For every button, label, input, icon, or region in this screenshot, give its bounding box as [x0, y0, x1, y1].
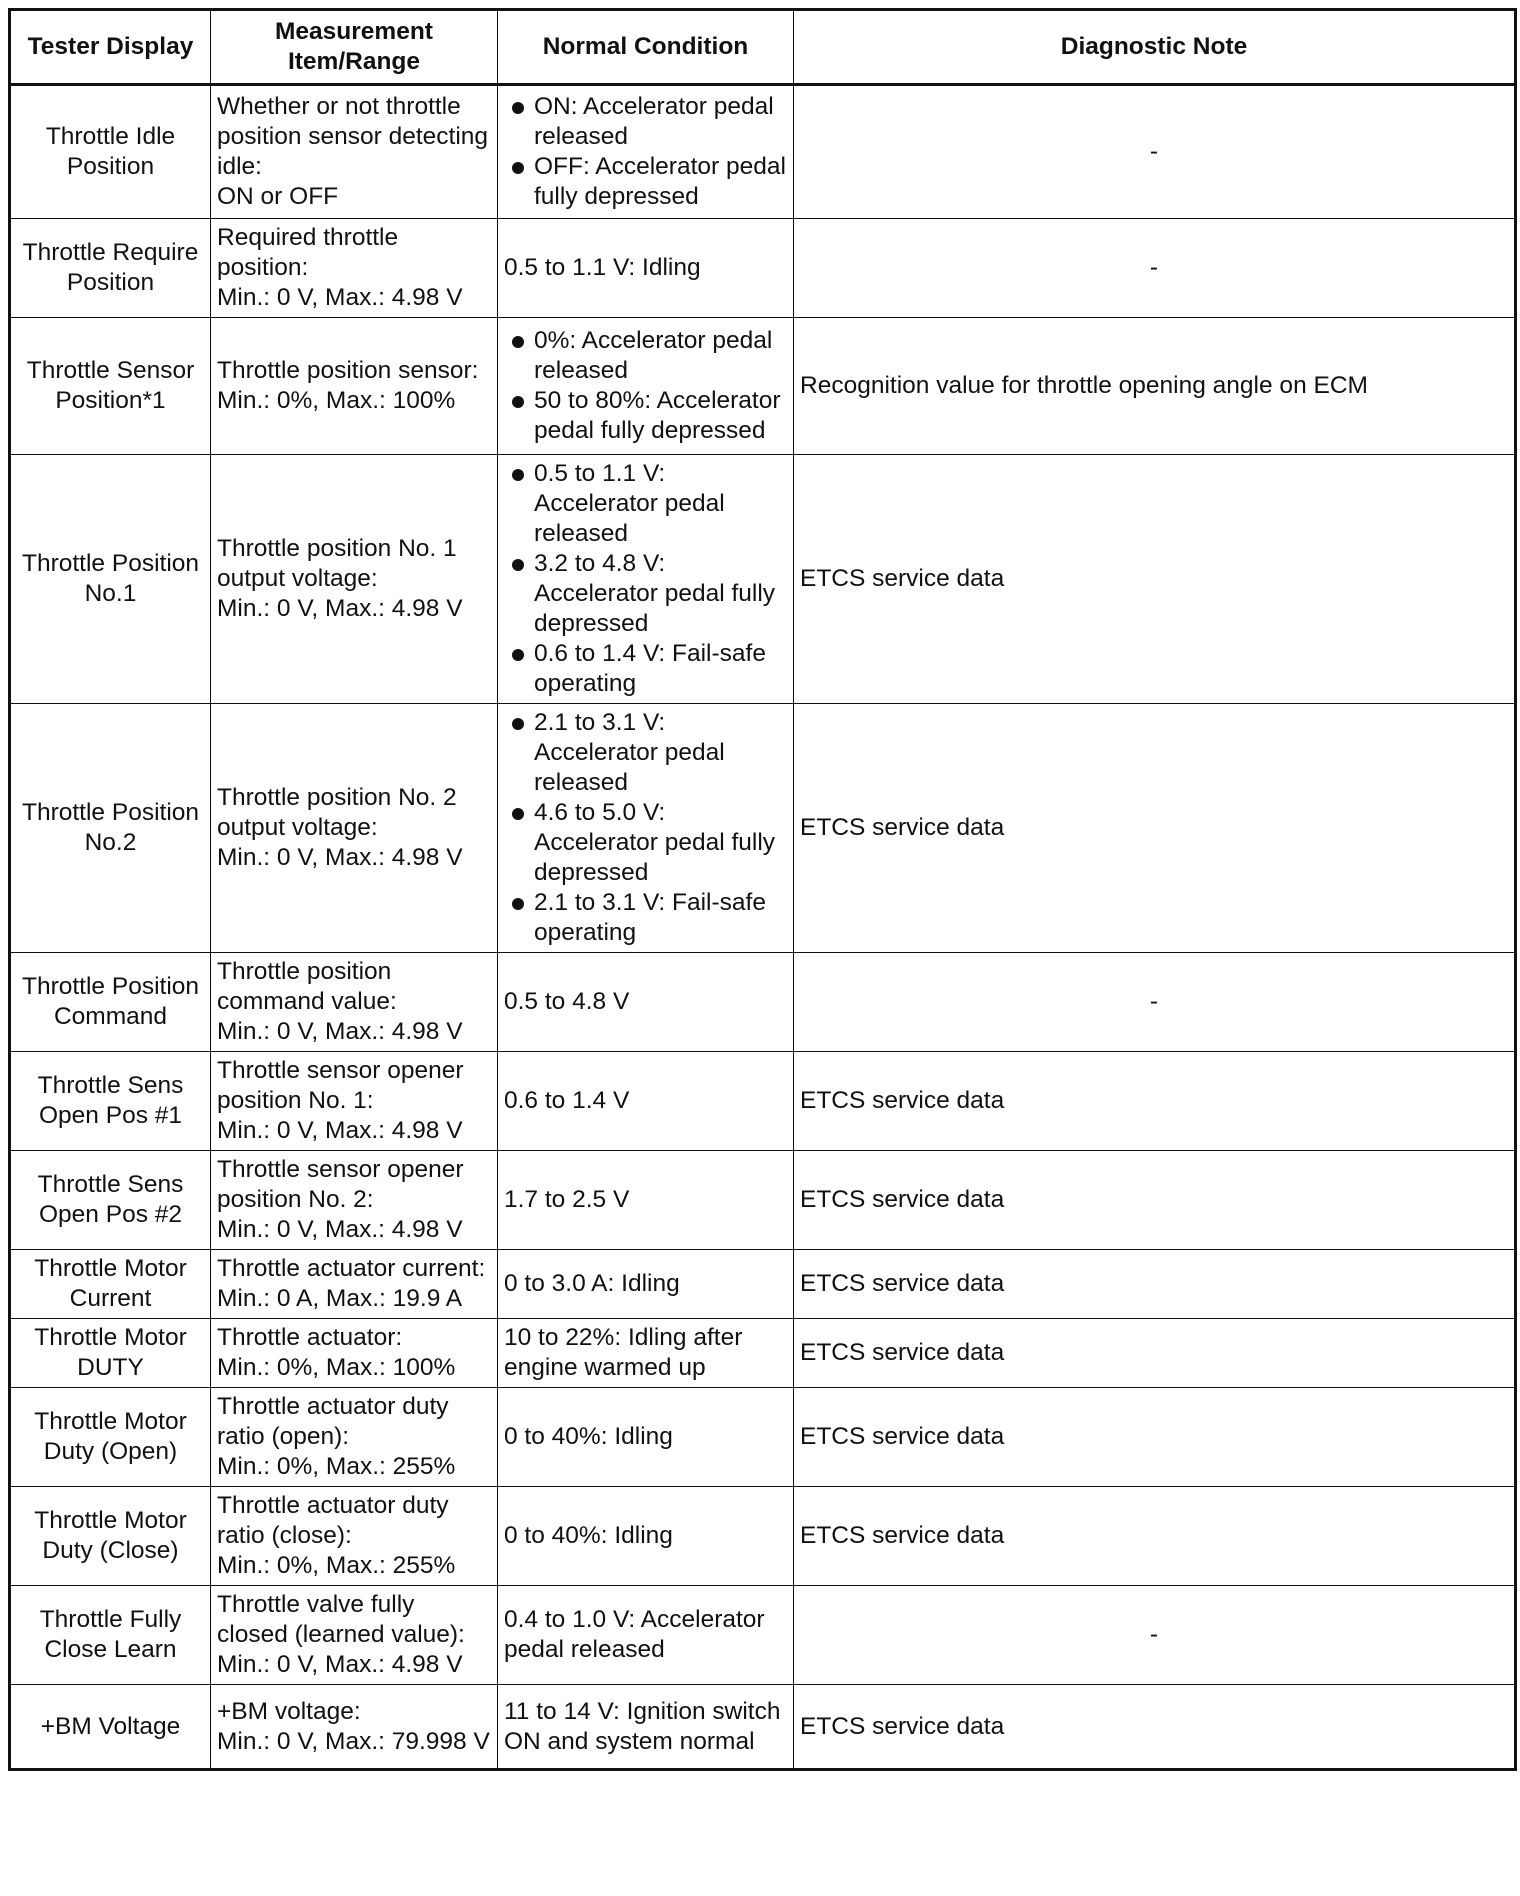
- measurement-item-cell: [211, 219, 498, 318]
- condition-text: 0.5 to 4.8 V: [504, 988, 630, 1015]
- normal-condition-cell: [498, 1052, 794, 1151]
- measurement-item-line: Min.: 0%, Max.: 100%: [217, 1354, 456, 1381]
- diagnostic-note-cell: ETCS service data: [794, 704, 1516, 953]
- measurement-item-line: Whether or not throttle position sensor detecting idle:: [217, 93, 489, 180]
- condition-text: 0.6 to 1.4 V: [504, 1087, 630, 1114]
- table-row: [10, 1151, 1516, 1250]
- measurement-item-line: Min.: 0 V, Max.: 4.98 V: [217, 595, 463, 622]
- normal-condition-cell: [498, 318, 794, 455]
- tester-display-cell: Throttle Fully Close Learn: [10, 1586, 211, 1685]
- tester-display-cell: Throttle Position Command: [10, 953, 211, 1052]
- measurement-item-cell: [211, 455, 498, 704]
- condition-text: 0 to 40%: Idling: [504, 1522, 673, 1549]
- normal-condition-cell: [498, 953, 794, 1052]
- table-row: [10, 1685, 1516, 1770]
- measurement-item-cell: [211, 318, 498, 455]
- measurement-item-cell: [211, 1487, 498, 1586]
- measurement-item-line: Throttle actuator current:: [217, 1255, 486, 1282]
- normal-condition-cell: [498, 1319, 794, 1388]
- measurement-item-cell: [211, 1250, 498, 1319]
- header-normal-condition: Normal Condition: [498, 10, 794, 85]
- normal-condition-cell: [498, 1487, 794, 1586]
- measurement-item-cell: [211, 1319, 498, 1388]
- measurement-item-line: Min.: 0%, Max.: 255%: [217, 1453, 456, 1480]
- condition-bullet-item: 2.1 to 3.1 V: Accelerator pedal released: [504, 708, 787, 798]
- measurement-item-line: Throttle position command value:: [217, 958, 397, 1015]
- diagnostic-note-cell: ETCS service data: [794, 1487, 1516, 1586]
- header-tester-display: Tester Display: [10, 10, 211, 85]
- normal-condition-cell: [498, 1586, 794, 1685]
- table-row: [10, 704, 1516, 953]
- measurement-item-line: Throttle sensor opener position No. 1:: [217, 1057, 464, 1114]
- condition-bullet-item: 4.6 to 5.0 V: Accelerator pedal fully depressed: [504, 798, 787, 888]
- measurement-item-line: +BM voltage:: [217, 1697, 361, 1725]
- condition-text: 0.4 to 1.0 V: Accelerator pedal released: [504, 1606, 765, 1663]
- diagnostic-note-cell: Recognition value for throttle opening angle on ECM: [794, 318, 1516, 455]
- normal-condition-cell: [498, 1250, 794, 1319]
- diagnostic-note-cell: ETCS service data: [794, 455, 1516, 704]
- condition-text: 10 to 22%: Idling after engine warmed up: [504, 1324, 743, 1381]
- measurement-item-line: Throttle valve fully closed (learned value):: [217, 1591, 465, 1648]
- measurement-item-line: Throttle actuator duty ratio (close):: [217, 1492, 449, 1549]
- table-row: [10, 1052, 1516, 1151]
- table-body: [10, 85, 1516, 1770]
- tester-display-cell: Throttle Motor DUTY: [10, 1319, 211, 1388]
- measurement-item-line: Throttle position No. 2 output voltage:: [217, 784, 457, 841]
- measurement-item-line: Min.: 0 V, Max.: 79.998 V: [217, 1727, 490, 1755]
- diagnostic-note-cell: -: [794, 1586, 1516, 1685]
- tester-display-cell: Throttle Position No.1: [10, 455, 211, 704]
- tester-display-cell: Throttle Sens Open Pos #2: [10, 1151, 211, 1250]
- diagnostic-note-cell: ETCS service data: [794, 1052, 1516, 1151]
- measurement-item-cell: [211, 1151, 498, 1250]
- diagnostic-note-cell: ETCS service data: [794, 1151, 1516, 1250]
- diagnostic-note-cell: ETCS service data: [794, 1250, 1516, 1319]
- condition-bullet-list: [504, 459, 787, 699]
- measurement-item-line: Min.: 0 V, Max.: 4.98 V: [217, 1018, 463, 1045]
- header-diagnostic-note: Diagnostic Note: [794, 10, 1516, 85]
- tester-display-cell: Throttle Motor Duty (Open): [10, 1388, 211, 1487]
- measurement-item-cell: [211, 704, 498, 953]
- tester-display-cell: Throttle Idle Position: [10, 85, 211, 219]
- measurement-item-line: Min.: 0%, Max.: 100%: [217, 387, 456, 414]
- measurement-item-cell: [211, 953, 498, 1052]
- measurement-item-cell: [211, 1052, 498, 1151]
- diagnostic-note-cell: ETCS service data: [794, 1685, 1516, 1770]
- condition-bullet-item: 2.1 to 3.1 V: Fail-safe operating: [504, 888, 787, 948]
- condition-bullet-item: ON: Accelerator pedal released: [504, 92, 787, 152]
- table-row: [10, 1319, 1516, 1388]
- measurement-item-line: Min.: 0 A, Max.: 19.9 A: [217, 1285, 463, 1312]
- tester-display-cell: Throttle Require Position: [10, 219, 211, 318]
- tester-display-cell: Throttle Motor Current: [10, 1250, 211, 1319]
- tester-display-cell: Throttle Position No.2: [10, 704, 211, 953]
- measurement-item-line: Throttle actuator:: [217, 1324, 403, 1351]
- table-row: [10, 219, 1516, 318]
- normal-condition-cell: [498, 219, 794, 318]
- diagnostic-note-cell: -: [794, 953, 1516, 1052]
- normal-condition-cell: [498, 1685, 794, 1770]
- condition-text: 11 to 14 V: Ignition switch ON and system normal: [504, 1697, 781, 1755]
- normal-condition-cell: [498, 1388, 794, 1487]
- diagnostic-data-table: [8, 8, 1517, 1771]
- condition-text: 1.7 to 2.5 V: [504, 1186, 630, 1213]
- condition-text: 0 to 3.0 A: Idling: [504, 1270, 680, 1297]
- measurement-item-line: Required throttle position:: [217, 224, 399, 281]
- measurement-item-line: Min.: 0 V, Max.: 4.98 V: [217, 1651, 463, 1678]
- condition-text: 0 to 40%: Idling: [504, 1423, 673, 1450]
- measurement-item-cell: [211, 1685, 498, 1770]
- measurement-item-line: Throttle actuator duty ratio (open):: [217, 1393, 449, 1450]
- table-row: [10, 1388, 1516, 1487]
- table-header-row: [10, 10, 1516, 85]
- measurement-item-line: Throttle position sensor:: [217, 357, 479, 384]
- tester-display-cell: Throttle Motor Duty (Close): [10, 1487, 211, 1586]
- table-row: [10, 85, 1516, 219]
- condition-bullet-item: 50 to 80%: Accelerator pedal fully depressed: [504, 386, 787, 446]
- condition-bullet-item: 0%: Accelerator pedal released: [504, 326, 787, 386]
- condition-bullet-item: 0.5 to 1.1 V: Accelerator pedal released: [504, 459, 787, 549]
- normal-condition-cell: [498, 1151, 794, 1250]
- table-row: [10, 318, 1516, 455]
- tester-display-cell: Throttle Sens Open Pos #1: [10, 1052, 211, 1151]
- measurement-item-line: ON or OFF: [217, 183, 339, 210]
- normal-condition-cell: [498, 85, 794, 219]
- table-row: [10, 1250, 1516, 1319]
- header-measurement-item-range: Measurement Item/Range: [211, 10, 498, 85]
- tester-display-cell: Throttle Sensor Position*1: [10, 318, 211, 455]
- table-row: [10, 1487, 1516, 1586]
- measurement-item-line: Min.: 0 V, Max.: 4.98 V: [217, 1216, 463, 1243]
- measurement-item-line: Min.: 0 V, Max.: 4.98 V: [217, 1117, 463, 1144]
- measurement-item-cell: [211, 1388, 498, 1487]
- condition-bullet-list: [504, 326, 787, 446]
- normal-condition-cell: [498, 455, 794, 704]
- measurement-item-line: Throttle position No. 1 output voltage:: [217, 535, 457, 592]
- condition-bullet-list: [504, 92, 787, 212]
- condition-bullet-item: 3.2 to 4.8 V: Accelerator pedal fully depressed: [504, 549, 787, 639]
- tester-display-cell: +BM Voltage: [10, 1685, 211, 1770]
- condition-bullet-item: 0.6 to 1.4 V: Fail-safe operating: [504, 639, 787, 699]
- table-row: [10, 953, 1516, 1052]
- diagnostic-note-cell: -: [794, 85, 1516, 219]
- measurement-item-cell: [211, 1586, 498, 1685]
- measurement-item-line: Min.: 0%, Max.: 255%: [217, 1552, 456, 1579]
- diagnostic-note-cell: ETCS service data: [794, 1319, 1516, 1388]
- condition-bullet-list: [504, 708, 787, 948]
- condition-text: 0.5 to 1.1 V: Idling: [504, 254, 701, 281]
- measurement-item-line: Min.: 0 V, Max.: 4.98 V: [217, 844, 463, 871]
- measurement-item-line: Throttle sensor opener position No. 2:: [217, 1156, 464, 1213]
- table-row: [10, 1586, 1516, 1685]
- table-row: [10, 455, 1516, 704]
- measurement-item-cell: [211, 85, 498, 219]
- measurement-item-line: Min.: 0 V, Max.: 4.98 V: [217, 284, 463, 311]
- normal-condition-cell: [498, 704, 794, 953]
- condition-bullet-item: OFF: Accelerator pedal fully depressed: [504, 152, 787, 212]
- diagnostic-note-cell: -: [794, 219, 1516, 318]
- diagnostic-note-cell: ETCS service data: [794, 1388, 1516, 1487]
